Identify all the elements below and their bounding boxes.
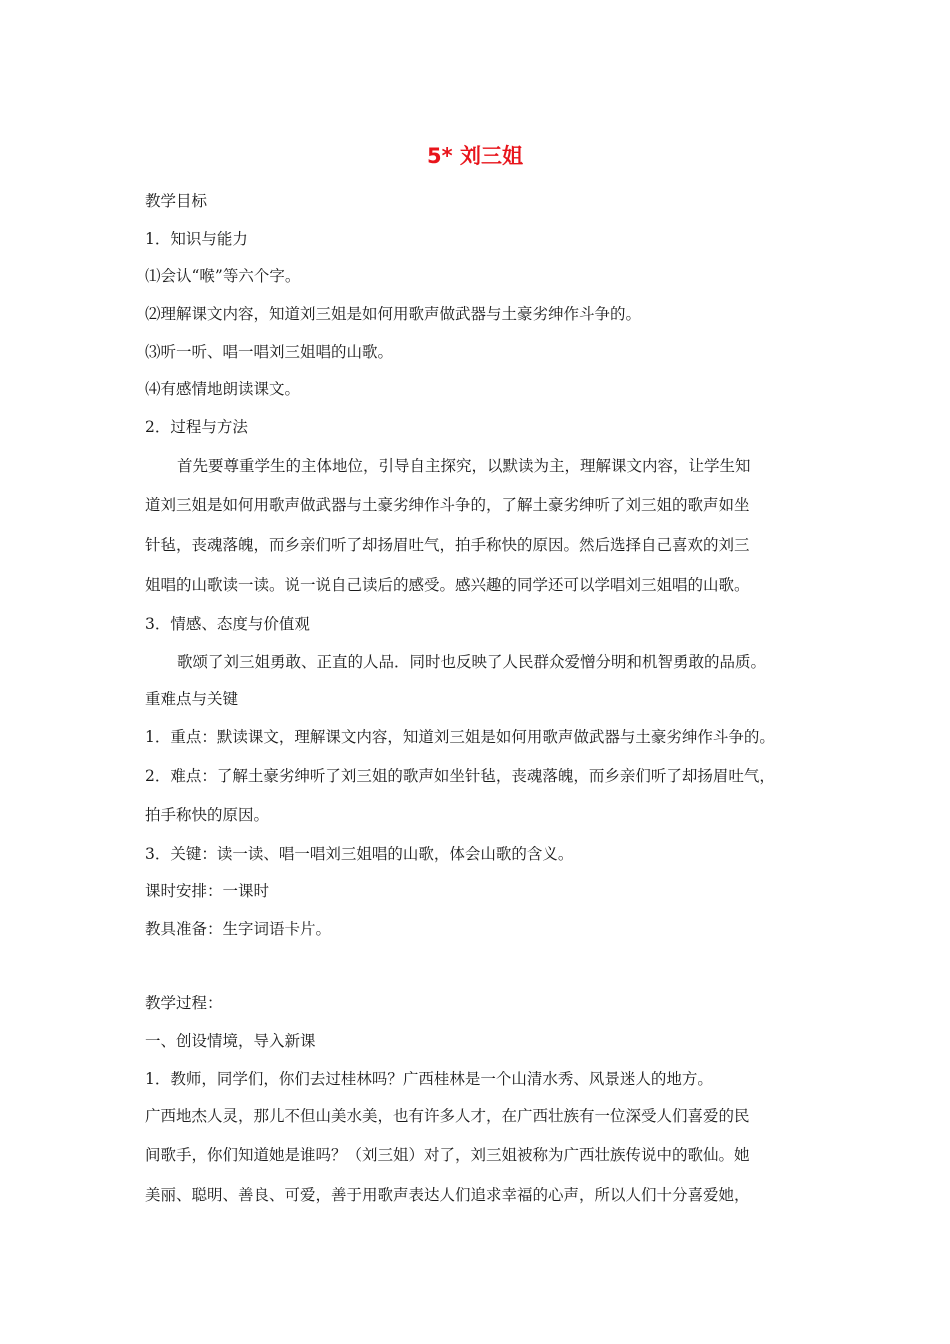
list-item: 3．关键：读一读、唱一唱刘三姐唱的山歌，体会山歌的含义。	[145, 845, 574, 863]
subsection-heading: 3．情感、态度与价值观	[145, 615, 310, 633]
section-heading: 教学目标	[145, 192, 208, 210]
subsection-heading: 2．过程与方法	[145, 418, 248, 436]
paragraph-line: 道刘三姐是如何用歌声做武器与土豪劣绅作斗争的，了解土豪劣绅听了刘三姐的歌声如坐	[145, 496, 750, 514]
section-heading: 重难点与关键	[145, 690, 239, 708]
paragraph-line: 首先要尊重学生的主体地位，引导自主探究，以默读为主，理解课文内容，让学生知	[177, 457, 751, 475]
list-item: 1．重点：默读课文，理解课文内容，知道刘三姐是如何用歌声做武器与土豪劣绅作斗争的。	[145, 728, 775, 746]
schedule-line: 课时安排：一课时	[145, 882, 270, 900]
paragraph-line: 间歌手，你们知道她是谁吗？（刘三姐）对了，刘三姐被称为广西壮族传说中的歌仙。她	[145, 1146, 750, 1164]
list-item: ⑷有感情地朗读课文。	[145, 380, 301, 398]
list-item: 2．难点：了解土豪劣绅听了刘三姐的歌声如坐针毡，丧魂落魄，而乡亲们听了却扬眉吐气，	[145, 767, 775, 785]
paragraph-line: 针毡，丧魂落魄，而乡亲们听了却扬眉吐气，拍手称快的原因。然后选择自己喜欢的刘三	[145, 536, 750, 554]
paragraph-line: 广西地杰人灵，那儿不但山美水美，也有许多人才，在广西壮族有一位深受人们喜爱的民	[145, 1107, 750, 1125]
materials-line: 教具准备：生字词语卡片。	[145, 920, 332, 938]
document-title: 5* 刘三姐	[427, 144, 523, 168]
paragraph-line: 1．教师，同学们，你们去过桂林吗？广西桂林是一个山清水秀、风景迷人的地方。	[145, 1070, 713, 1088]
list-item: ⑶听一听、唱一唱刘三姐唱的山歌。	[145, 343, 394, 361]
section-heading: 教学过程：	[145, 994, 223, 1012]
subsection-heading: 一、创设情境，导入新课	[145, 1032, 316, 1050]
list-item-continuation: 拍手称快的原因。	[145, 806, 270, 824]
list-item: ⑴会认“喉”等六个字。	[145, 267, 301, 285]
list-item: ⑵理解课文内容，知道刘三姐是如何用歌声做武器与土豪劣绅作斗争的。	[145, 305, 642, 323]
paragraph-line: 姐唱的山歌读一读。说一说自己读后的感受。感兴趣的同学还可以学唱刘三姐唱的山歌。	[145, 576, 750, 594]
paragraph-line: 歌颂了刘三姐勇敢、正直的人品．同时也反映了人民群众爱憎分明和机智勇敢的品质。	[177, 653, 767, 671]
paragraph-line: 美丽、聪明、善良、可爱，善于用歌声表达人们追求幸福的心声，所以人们十分喜爱她，	[145, 1186, 750, 1204]
subsection-heading: 1．知识与能力	[145, 230, 248, 248]
